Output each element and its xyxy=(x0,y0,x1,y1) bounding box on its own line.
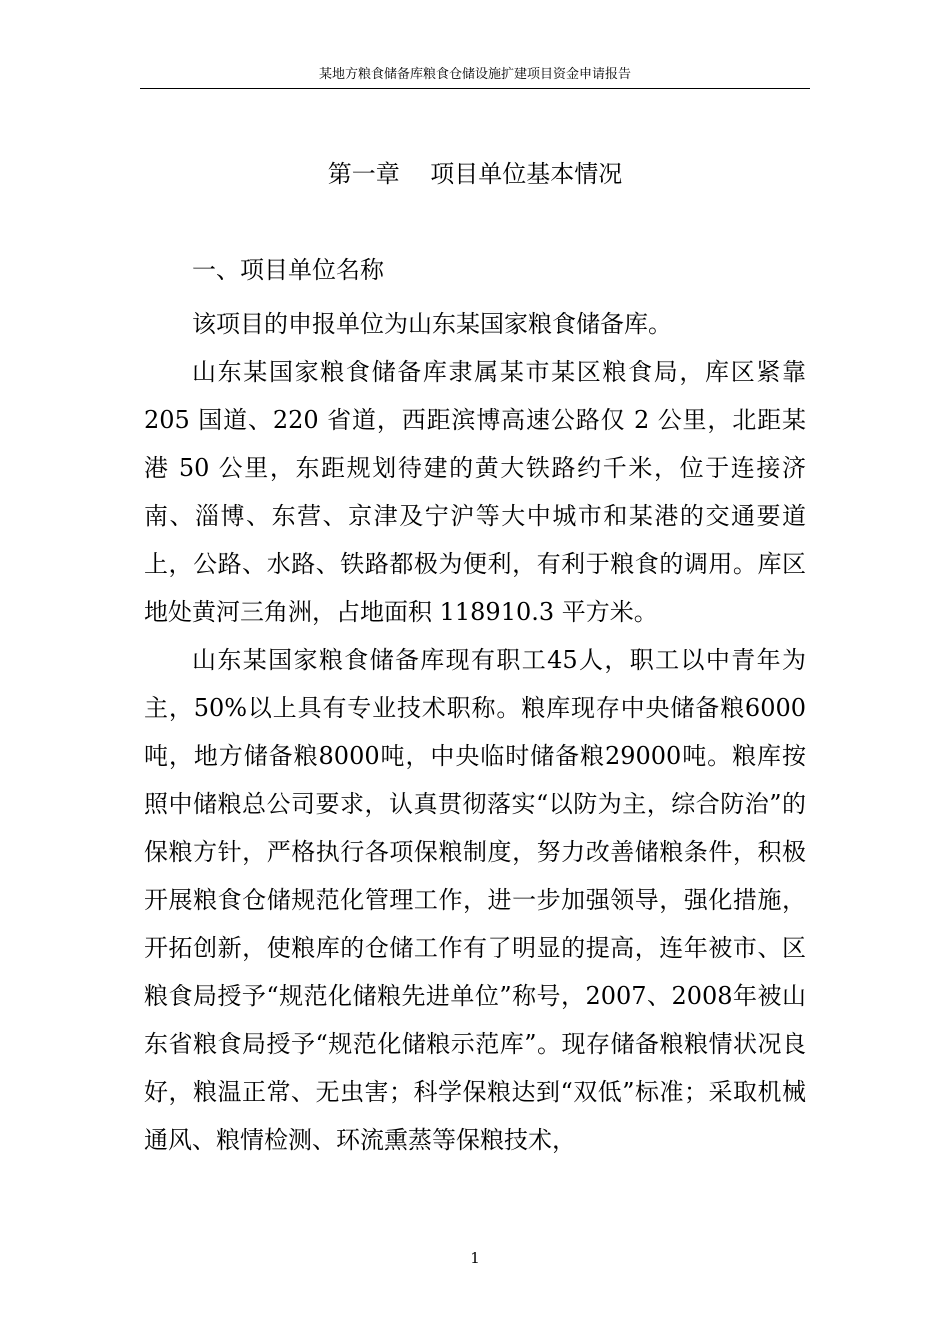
section-heading: 一、项目单位名称 xyxy=(192,256,384,284)
paragraph-staff-and-storage: 山东某国家粮食储备库现有职工45人，职工以中青年为主，50%以上具有专业技术职称。粮库现存中央储备粮6000吨，地方储备粮8000吨，中央临时储备粮29000吨。粮库按照中储粮总公司要求，认真贯彻落实“以防为主，综合防治”的保粮方针，严格执行各项保粮制度，努力改善储粮条件，积极开展粮食仓储规范化管理工作，进一步加强领导，强化措施，开拓创新，使粮库的仓储工作有了明显的提高，连年被市、区粮食局授予“规范化储粮先进单位”称号，2007、2008年被山东省粮食局授予“规范化储粮示范库”。现存储备粮粮情状况良好，粮温正常、无虫害；科学保粮达到“双低”标准；采取机械通风、粮情检测、环流熏蒸等保粮技术， xyxy=(144,646,806,1154)
body-text xyxy=(144,300,806,1164)
paragraph-location: 山东某国家粮食储备库隶属某市某区粮食局，库区紧靠205 国道、220 省道，西距滨博高速公路仅 2 公里，北距某港 50 公里，东距规划待建的黄大铁路约千米，位于连接济南、淄博、东营、京津及宁沪等大中城市和某港的交通要道上，公路、水路、铁路都极为便利，有利于粮食的调用。库区地处黄河三角洲，占地面积 118910.3 平方米。 xyxy=(144,358,806,626)
chapter-title: 第一章 项目单位基本情况 xyxy=(327,160,623,188)
page-number: 1 xyxy=(470,1249,480,1267)
header-rule xyxy=(140,88,810,89)
paragraph-applicant: 该项目的申报单位为山东某国家粮食储备库。 xyxy=(192,310,672,338)
running-header: 某地方粮食储备库粮食仓储设施扩建项目资金申请报告 xyxy=(318,67,631,82)
